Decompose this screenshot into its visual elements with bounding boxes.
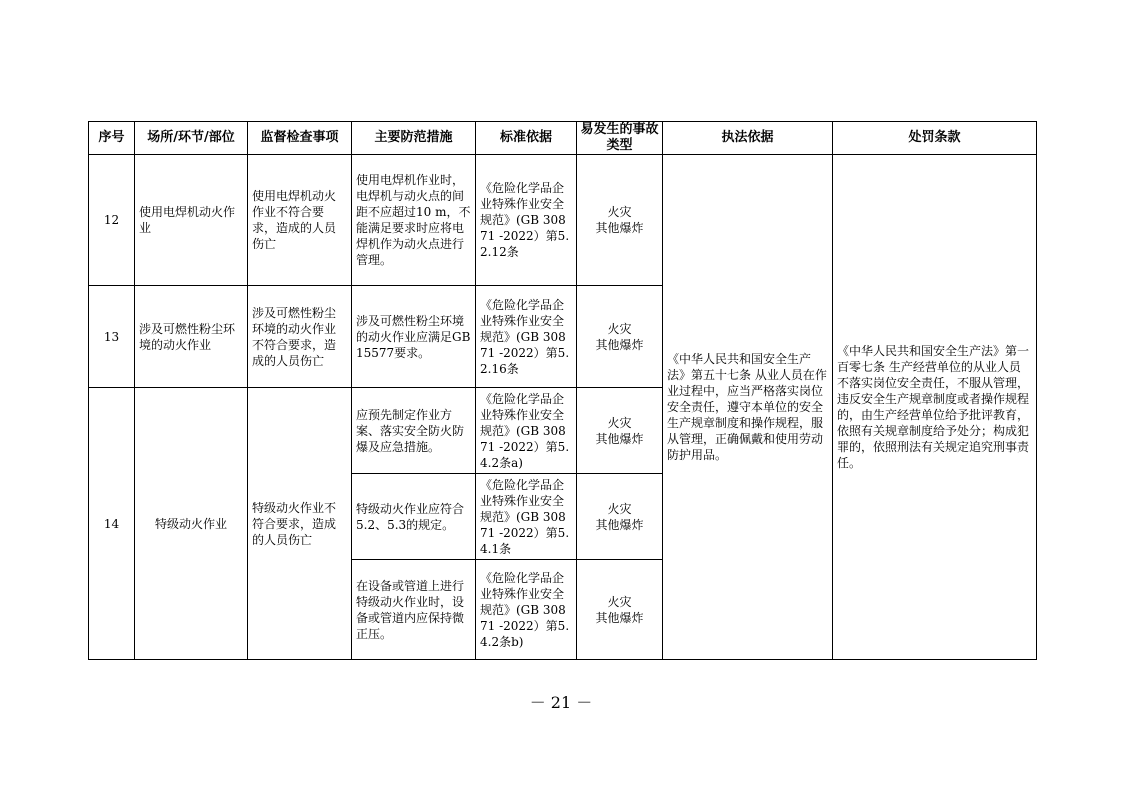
row-accident <box>577 474 663 560</box>
header-row <box>89 122 1037 155</box>
row-standard: 《危险化学品企业特殊作业安全规范》(GB 30871 -2022）第5.2.12条 <box>476 155 577 286</box>
row-location: 涉及可燃性粉尘环境的动火作业 <box>135 286 248 388</box>
row-inspection: 涉及可燃性粉尘环境的动火作业不符合要求，造成的人员伤亡 <box>248 286 352 388</box>
row-seq: 12 <box>89 155 135 286</box>
row-standard: 《危险化学品企业特殊作业安全规范》(GB 30871 -2022）第5.4.1条 <box>476 474 577 560</box>
row-standard: 《危险化学品企业特殊作业安全规范》(GB 30871 -2022）第5.2.16条 <box>476 286 577 388</box>
row-accident <box>577 155 663 286</box>
row-measures: 特级动火作业应符合5.2、5.3的规定。 <box>352 474 476 560</box>
enforcement-basis: 《中华人民共和国安全生产法》第五十七条 从业人员在作业过程中，应当严格落实岗位安全责任，遵守本单位的安全生产规章制度和操作规程，服从管理，正确佩戴和使用劳动防护用品。 <box>663 155 833 660</box>
table-row <box>89 155 1037 286</box>
row-measures: 涉及可燃性粉尘环境的动火作业应满足GB15577要求。 <box>352 286 476 388</box>
row-location: 特级动火作业 <box>135 388 248 660</box>
regulation-table <box>88 121 1037 660</box>
accident-text: 火灾 其他爆炸 <box>595 415 644 446</box>
row-measures: 应预先制定作业方案、落实安全防火防爆及应急措施。 <box>352 388 476 474</box>
row-standard: 《危险化学品企业特殊作业安全规范》(GB 30871 -2022）第5.4.2条b) <box>476 560 577 660</box>
row-location: 使用电焊机动火作业 <box>135 155 248 286</box>
row-inspection: 特级动火作业不符合要求，造成的人员伤亡 <box>248 388 352 660</box>
page-number: － 21 － <box>529 693 593 712</box>
row-accident <box>577 388 663 474</box>
row-seq: 14 <box>89 388 135 660</box>
row-measures: 使用电焊机作业时，电焊机与动火点的间距不应超过10 m，不能满足要求时应将电焊机作为动火点进行管理。 <box>352 155 476 286</box>
accident-text: 火灾 其他爆炸 <box>595 501 644 532</box>
header-inspection: 监督检查事项 <box>248 122 352 155</box>
row-inspection: 使用电焊机动火作业不符合要求，造成的人员伤亡 <box>248 155 352 286</box>
header-penalty: 处罚条款 <box>833 122 1037 155</box>
header-location: 场所/环节/部位 <box>135 122 248 155</box>
header-measures: 主要防范措施 <box>352 122 476 155</box>
row-standard: 《危险化学品企业特殊作业安全规范》(GB 30871 -2022）第5.4.2条a) <box>476 388 577 474</box>
header-enforcement: 执法依据 <box>663 122 833 155</box>
accident-text: 火灾 其他爆炸 <box>595 594 644 625</box>
penalty-clause: 《中华人民共和国安全生产法》第一百零七条 生产经营单位的从业人员不落实岗位安全责任，不服从管理，违反安全生产规章制度或者操作规程的，由生产经营单位给予批评教育，依照有关规章制度给予处分；构成犯罪的，依照刑法有关规定追究刑事责任。 <box>833 155 1037 660</box>
header-accident: 易发生的事故类型 <box>577 122 663 155</box>
accident-text: 火灾 其他爆炸 <box>595 321 644 352</box>
row-accident <box>577 560 663 660</box>
row-seq: 13 <box>89 286 135 388</box>
accident-text: 火灾 其他爆炸 <box>595 205 644 235</box>
row-accident <box>577 286 663 388</box>
row-measures: 在设备或管道上进行特级动火作业时，设备或管道内应保持微正压。 <box>352 560 476 660</box>
header-standard: 标准依据 <box>476 122 577 155</box>
header-seq: 序号 <box>89 122 135 155</box>
